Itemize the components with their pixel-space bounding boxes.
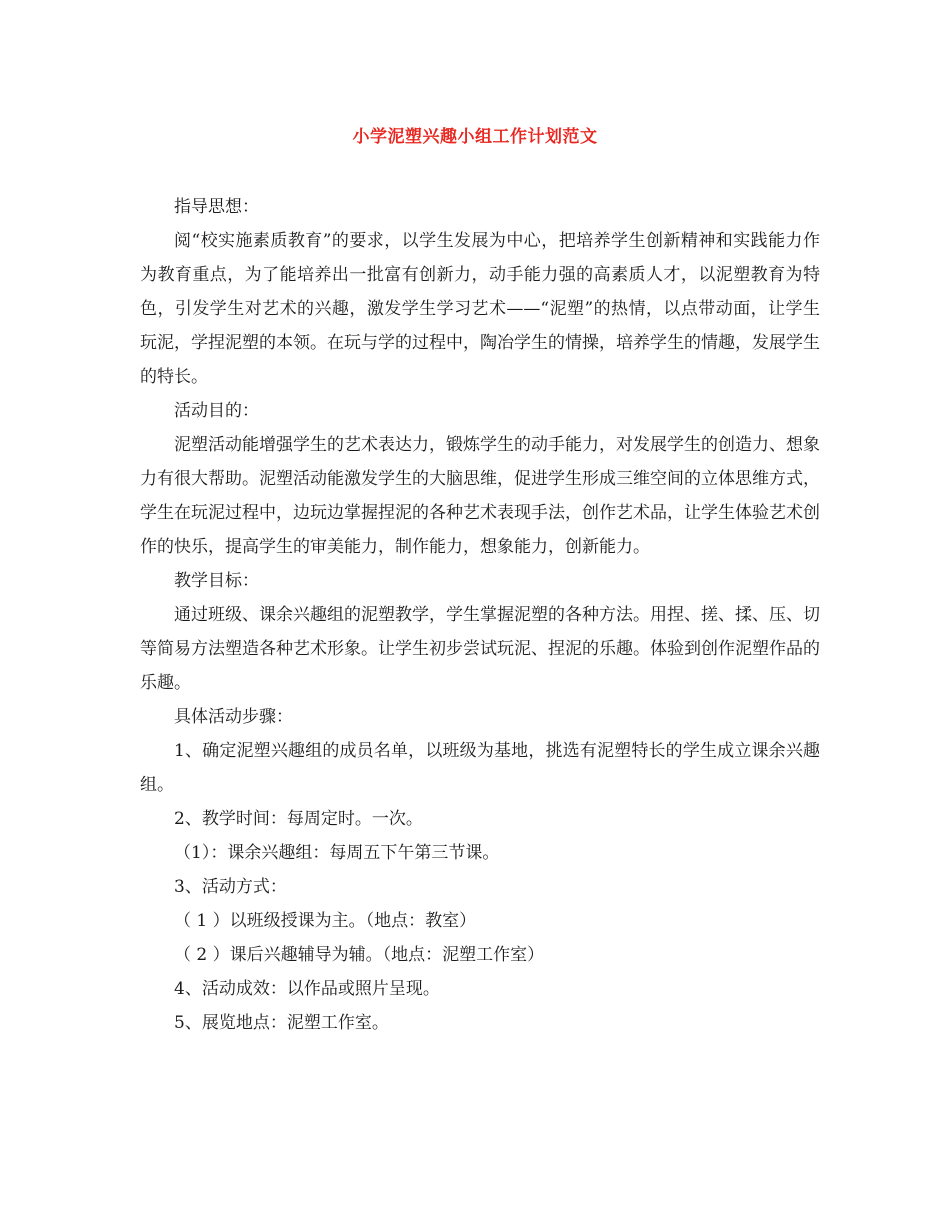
- document-body: [140, 190, 820, 1040]
- paragraph-step-1: 1、确定泥塑兴趣组的成员名单，以班级为基地，挑选有泥塑特长的学生成立课余兴趣组。: [140, 741, 820, 795]
- paragraph-heading-activity-purpose: 活动目的：: [174, 401, 259, 421]
- paragraph-step-4: 4、活动成效：以作品或照片呈现。: [174, 979, 440, 999]
- paragraph-teaching-goals: 通过班级、课余兴趣组的泥塑教学，学生掌握泥塑的各种方法。用捏、搓、揉、压、切等简易方法塑造各种艺术形象。让学生初步尝试玩泥、捏泥的乐趣。体验到创作泥塑作品的乐趣。: [140, 605, 820, 693]
- paragraph-heading-guiding-thought: 指导思想：: [174, 197, 259, 217]
- paragraph-step-2: 2、教学时间：每周定时。一次。: [174, 809, 423, 829]
- document-title: 小学泥塑兴趣小组工作计划范文: [352, 127, 598, 147]
- paragraph-heading-teaching-goals: 教学目标：: [174, 571, 259, 591]
- paragraph-step-5: 5、展览地点：泥塑工作室。: [174, 1013, 389, 1033]
- paragraph-step-3-sub-2: （ 2 ）课后兴趣辅导为辅。（地点：泥塑工作室）: [174, 945, 545, 965]
- paragraph-step-2-sub-1: （1）：课余兴趣组：每周五下午第三节课。: [174, 843, 500, 863]
- paragraph-step-3: 3、活动方式：: [174, 877, 287, 897]
- paragraph-guiding-thought: 阅“校实施素质教育”的要求，以学生发展为中心，把培养学生创新精神和实践能力作为教育重点，为了能培养出一批富有创新力，动手能力强的高素质人才，以泥塑教育为特色，引发学生对艺术的兴趣，激发学生学习艺术——“泥塑”的热情，以点带动面，让学生玩泥，学捏泥塑的本领。在玩与学的过程中，陶冶学生的情操，培养学生的情趣，发展学生的特长。: [140, 231, 820, 387]
- paragraph-step-3-sub-1: （ 1 ）以班级授课为主。（地点：教室）: [174, 911, 477, 931]
- paragraph-activity-purpose: 泥塑活动能增强学生的艺术表达力，锻炼学生的动手能力，对发展学生的创造力、想象力有很大帮助。泥塑活动能激发学生的大脑思维，促进学生形成三维空间的立体思维方式，学生在玩泥过程中，边玩边掌握捏泥的各种艺术表现手法，创作艺术品，让学生体验艺术创作的快乐，提高学生的审美能力，制作能力，想象能力，创新能力。: [140, 435, 820, 557]
- paragraph-heading-activity-steps: 具体活动步骤：: [174, 707, 293, 727]
